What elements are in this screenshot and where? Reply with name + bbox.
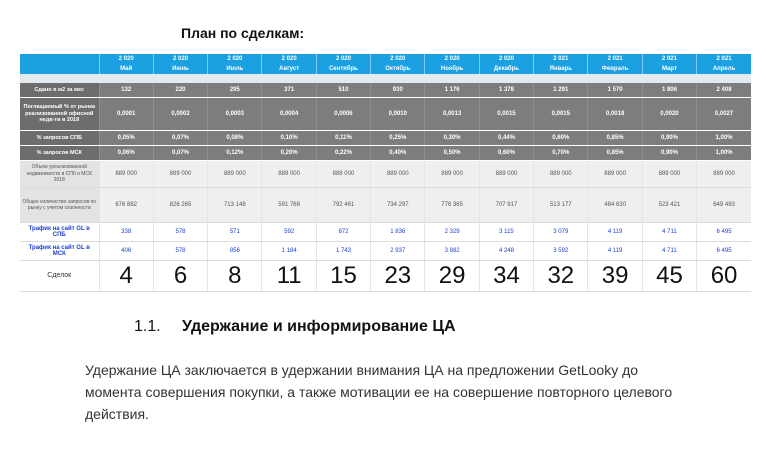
table-cell: 0,44% xyxy=(479,131,533,146)
table-cell: 295 xyxy=(208,83,262,98)
header-year: 2 020 xyxy=(479,54,533,64)
table-cell: 0,0004 xyxy=(262,98,316,131)
row-label: Трафик на сайт GL в СПБ xyxy=(20,223,99,242)
spacer-cell xyxy=(262,74,316,83)
table-cell: 889 000 xyxy=(153,161,207,188)
header-months-row xyxy=(20,64,751,74)
table-cell: 406 xyxy=(99,242,153,261)
table-cell: 0,40% xyxy=(371,146,425,161)
table-row xyxy=(20,161,751,188)
table-cell: 889 000 xyxy=(316,161,370,188)
row-label: Сделок xyxy=(20,261,99,292)
table-cell: 676 882 xyxy=(99,188,153,223)
table-cell: 3 079 xyxy=(534,223,588,242)
table-cell: 4 711 xyxy=(642,242,696,261)
table-cell: 0,20% xyxy=(262,146,316,161)
table-cell: 39 xyxy=(588,261,642,292)
row-label: Объем уреализованной недвижимости в СПб и МСК 2018 xyxy=(20,161,99,188)
table-cell: 0,60% xyxy=(534,131,588,146)
plan-title: План по сделкам: xyxy=(181,25,305,41)
table-row xyxy=(20,83,751,98)
header-year: 2 020 xyxy=(208,54,262,64)
header-year: 2 020 xyxy=(262,54,316,64)
header-years-row xyxy=(20,54,751,64)
table-cell: 0,10% xyxy=(262,131,316,146)
table-cell: 0,0015 xyxy=(479,98,533,131)
table-cell: 591 768 xyxy=(262,188,316,223)
table-cell: 713 148 xyxy=(208,188,262,223)
header-month: Июль xyxy=(208,64,262,74)
spacer-cell xyxy=(153,74,207,83)
table-cell: 1 743 xyxy=(316,242,370,261)
table-cell: 889 000 xyxy=(208,161,262,188)
table-row xyxy=(20,188,751,223)
table-cell: 2 937 xyxy=(371,242,425,261)
header-year: 2 021 xyxy=(588,54,642,64)
table-cell: 338 xyxy=(99,223,153,242)
table-cell: 0,0001 xyxy=(99,98,153,131)
table-cell: 930 xyxy=(371,83,425,98)
spacer-row xyxy=(20,74,751,83)
table-cell: 889 000 xyxy=(371,161,425,188)
table-cell: 0,12% xyxy=(208,146,262,161)
table-row xyxy=(20,146,751,161)
table-cell: 1 570 xyxy=(588,83,642,98)
table-cell: 0,0013 xyxy=(425,98,479,131)
table-cell: 1 806 xyxy=(642,83,696,98)
table-cell: 0,30% xyxy=(425,131,479,146)
table-cell: 8 xyxy=(208,261,262,292)
header-year: 2 020 xyxy=(99,54,153,64)
table-cell: 592 xyxy=(262,223,316,242)
spacer-cell xyxy=(534,74,588,83)
spacer-cell xyxy=(371,74,425,83)
table-cell: 0,08% xyxy=(208,131,262,146)
table-cell: 0,25% xyxy=(371,131,425,146)
table-cell: 1 184 xyxy=(262,242,316,261)
header-month: Февраль xyxy=(588,64,642,74)
table-cell: 0,60% xyxy=(479,146,533,161)
table-cell: 889 000 xyxy=(697,161,751,188)
section-number: 1.1. xyxy=(134,318,161,335)
table-cell: 0,0006 xyxy=(316,98,370,131)
table-cell: 6 495 xyxy=(697,242,751,261)
header-year: 2 020 xyxy=(153,54,207,64)
header-month: Июнь xyxy=(153,64,207,74)
table-cell: 734 297 xyxy=(371,188,425,223)
table-cell: 0,0015 xyxy=(534,98,588,131)
table-cell: 889 000 xyxy=(425,161,479,188)
table-cell: 0,0010 xyxy=(371,98,425,131)
table-cell: 578 xyxy=(153,242,207,261)
table-cell: 872 xyxy=(316,223,370,242)
table-cell: 0,06% xyxy=(99,146,153,161)
table-cell: 132 xyxy=(99,83,153,98)
spacer-cell xyxy=(479,74,533,83)
spacer-cell xyxy=(697,74,751,83)
section-heading xyxy=(134,318,456,336)
table-row xyxy=(20,131,751,146)
table-cell: 707 917 xyxy=(479,188,533,223)
table-cell: 513 177 xyxy=(534,188,588,223)
header-month: Сентябрь xyxy=(316,64,370,74)
table-cell: 0,22% xyxy=(316,146,370,161)
header-corner xyxy=(20,64,99,74)
table-cell: 889 000 xyxy=(99,161,153,188)
table-cell: 2 329 xyxy=(425,223,479,242)
table-cell: 0,85% xyxy=(588,146,642,161)
table-cell: 34 xyxy=(479,261,533,292)
table-row xyxy=(20,242,751,261)
table-cell: 0,0020 xyxy=(642,98,696,131)
header-year: 2 021 xyxy=(534,54,588,64)
table-cell: 889 000 xyxy=(262,161,316,188)
table-row xyxy=(20,98,751,131)
header-month: Август xyxy=(262,64,316,74)
table-cell: 0,90% xyxy=(642,146,696,161)
table-cell: 1 836 xyxy=(371,223,425,242)
spacer-cell xyxy=(99,74,153,83)
table-cell: 792 461 xyxy=(316,188,370,223)
header-month: Декабрь xyxy=(479,64,533,74)
section-title: Удержание и информирование ЦА xyxy=(182,318,456,335)
table-cell: 4 248 xyxy=(479,242,533,261)
header-year: 2 020 xyxy=(316,54,370,64)
table-cell: 510 xyxy=(316,83,370,98)
spacer-cell xyxy=(425,74,479,83)
row-label: Трафик на сайт GL в МСК xyxy=(20,242,99,261)
table-cell: 45 xyxy=(642,261,696,292)
header-year: 2 020 xyxy=(371,54,425,64)
table-cell: 4 711 xyxy=(642,223,696,242)
table-cell: 4 119 xyxy=(588,242,642,261)
header-month: Март xyxy=(642,64,696,74)
table-cell: 4 xyxy=(99,261,153,292)
spacer-cell xyxy=(20,74,99,83)
table-cell: 23 xyxy=(371,261,425,292)
table-cell: 0,85% xyxy=(588,131,642,146)
table-cell: 0,0018 xyxy=(588,98,642,131)
table-cell: 3 882 xyxy=(425,242,479,261)
header-month: Ноябрь xyxy=(425,64,479,74)
row-label: Сдано в м2 за мес xyxy=(20,83,99,98)
table-cell: 889 000 xyxy=(642,161,696,188)
spacer-cell xyxy=(588,74,642,83)
header-year: 2 021 xyxy=(697,54,751,64)
header-month: Май xyxy=(99,64,153,74)
table-cell: 1,00% xyxy=(697,146,751,161)
table-cell: 889 000 xyxy=(479,161,533,188)
header-year: 2 021 xyxy=(642,54,696,64)
table-cell: 6 xyxy=(153,261,207,292)
table-cell: 0,05% xyxy=(99,131,153,146)
header-year: 2 020 xyxy=(425,54,479,64)
table-cell: 0,50% xyxy=(425,146,479,161)
table-cell: 371 xyxy=(262,83,316,98)
table-cell: 0,0002 xyxy=(153,98,207,131)
table-cell: 11 xyxy=(262,261,316,292)
table-cell: 0,11% xyxy=(316,131,370,146)
spacer-cell xyxy=(316,74,370,83)
table-cell: 3 115 xyxy=(479,223,533,242)
header-month: Январь xyxy=(534,64,588,74)
table-cell: 4 119 xyxy=(588,223,642,242)
table-cell: 60 xyxy=(697,261,751,292)
row-label: % запросов СПБ xyxy=(20,131,99,146)
table-cell: 889 000 xyxy=(588,161,642,188)
table-cell: 0,07% xyxy=(153,131,207,146)
header-month: Апрель xyxy=(697,64,751,74)
row-label: Поглащаемый % от рынка реализованной офисной недв-ти в 2018 xyxy=(20,98,99,131)
section-paragraph: Удержание ЦА заключается в удержании внимания ЦА на предложении GetLooky до момента совершения покупки, а также мотивации ее на совершение повторного целевого действия. xyxy=(85,362,673,422)
table-cell: 889 000 xyxy=(534,161,588,188)
table-cell: 1 291 xyxy=(534,83,588,98)
table-cell: 0,0003 xyxy=(208,98,262,131)
table-cell: 1 176 xyxy=(425,83,479,98)
spacer-cell xyxy=(208,74,262,83)
table-cell: 571 xyxy=(208,223,262,242)
table-cell: 776 365 xyxy=(425,188,479,223)
row-label: % запросов МСК xyxy=(20,146,99,161)
table-cell: 0,07% xyxy=(153,146,207,161)
table-cell: 2 408 xyxy=(697,83,751,98)
table-cell: 523 421 xyxy=(642,188,696,223)
table-cell: 856 xyxy=(208,242,262,261)
row-label: Общее количество запросов по рынку с учетом сезонности xyxy=(20,188,99,223)
table-cell: 484 630 xyxy=(588,188,642,223)
table-row xyxy=(20,261,751,292)
table-cell: 15 xyxy=(316,261,370,292)
table-cell: 32 xyxy=(534,261,588,292)
table-cell: 0,70% xyxy=(534,146,588,161)
table-row xyxy=(20,223,751,242)
spacer-cell xyxy=(642,74,696,83)
table-cell: 0,0027 xyxy=(697,98,751,131)
table-cell: 0,90% xyxy=(642,131,696,146)
table-cell: 6 495 xyxy=(697,223,751,242)
header-corner xyxy=(20,54,99,64)
table-cell: 578 xyxy=(153,223,207,242)
table-cell: 3 592 xyxy=(534,242,588,261)
table-cell: 29 xyxy=(425,261,479,292)
table-cell: 1,00% xyxy=(697,131,751,146)
table-cell: 220 xyxy=(153,83,207,98)
table-cell: 649 493 xyxy=(697,188,751,223)
table-cell: 826 265 xyxy=(153,188,207,223)
table-cell: 1 378 xyxy=(479,83,533,98)
deals-plan-table xyxy=(20,54,751,292)
header-month: Октябрь xyxy=(371,64,425,74)
